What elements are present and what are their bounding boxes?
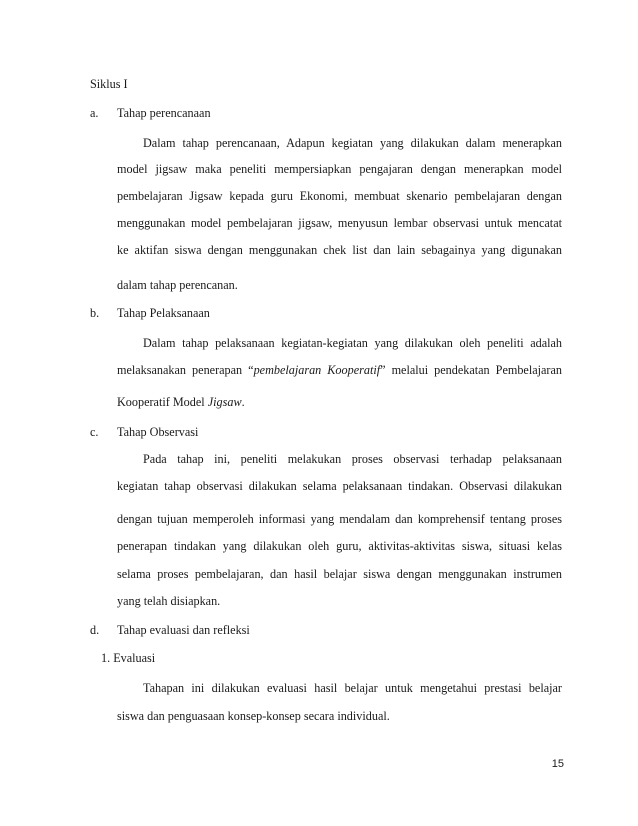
section-c-paragraph-line: dengan tujuan memperoleh informasi yang mendalam dan komprehensif tentang proses bbox=[117, 512, 562, 526]
section-c-paragraph-line: kegiatan tahap observasi dilakukan selama pelaksanaan tindakan. Observasi dilakukan bbox=[117, 479, 562, 493]
section-c-paragraph-line: selama proses pembelajaran, dan hasil belajar siswa dengan menggunakan instrumen bbox=[117, 567, 562, 581]
text-span: Kooperatif Model bbox=[117, 395, 208, 409]
section-a-heading: Tahap perencanaan bbox=[117, 106, 211, 120]
section-a-paragraph-line: pembelajaran Jigsaw kepada guru Ekonomi, membuat skenario pembelajaran dengan bbox=[117, 189, 562, 203]
section-c-heading: Tahap Observasi bbox=[117, 425, 199, 439]
section-d-marker: d. bbox=[90, 623, 100, 637]
page-number: 15 bbox=[551, 758, 564, 770]
section-b-marker: b. bbox=[90, 306, 100, 320]
subsection-paragraph-line: Tahapan ini dilakukan evaluasi hasil belajar untuk mengetahui prestasi belajar bbox=[143, 681, 562, 695]
section-a-paragraph-line: menggunakan model pembelajaran jigsaw, menyusun lembar observasi untuk mencatat bbox=[117, 216, 562, 230]
subsection-paragraph-line: siswa dan penguasaan konsep-konsep secara individual. bbox=[117, 709, 390, 723]
section-a-paragraph-line: model jigsaw maka peneliti mempersiapkan pengajaran dengan menerapkan model bbox=[117, 162, 562, 176]
section-d-heading: Tahap evaluasi dan refleksi bbox=[117, 623, 250, 637]
italic-term: Jigsaw bbox=[207, 395, 242, 409]
section-a-paragraph-line: ke aktifan siswa dengan menggunakan chek list dan lain sebagainya yang digunakan bbox=[117, 243, 562, 257]
section-c-paragraph-line: Pada tahap ini, peneliti melakukan proses observasi terhadap pelaksanaan bbox=[143, 452, 562, 466]
section-b-paragraph-line: Dalam tahap pelaksanaan kegiatan-kegiatan yang dilakukan oleh peneliti adalah bbox=[143, 336, 562, 350]
text-span: ” melalui pendekatan Pembelajaran bbox=[380, 363, 562, 377]
section-b-heading: Tahap Pelaksanaan bbox=[117, 306, 210, 320]
section-b-paragraph-line-mixed bbox=[117, 394, 562, 410]
section-c-marker: c. bbox=[90, 425, 99, 439]
text-span: melaksanakan penerapan “ bbox=[117, 363, 254, 377]
subsection-evaluasi-label: 1. Evaluasi bbox=[101, 651, 156, 665]
text-span: . bbox=[241, 395, 245, 409]
section-a-marker: a. bbox=[90, 106, 99, 120]
section-a-paragraph-line: Dalam tahap perencanaan, Adapun kegiatan yang dilakukan dalam menerapkan bbox=[143, 136, 562, 150]
section-c-paragraph-line: yang telah disiapkan. bbox=[117, 594, 221, 608]
section-b-paragraph-line-mixed bbox=[117, 362, 562, 378]
section-a-paragraph-line: dalam tahap perencanan. bbox=[117, 278, 238, 292]
section-c-paragraph-line: penerapan tindakan yang dilakukan oleh guru, aktivitas-aktivitas siswa, situasi kelas bbox=[117, 539, 562, 553]
page-title: Siklus I bbox=[90, 77, 128, 91]
italic-term: pembelajaran Kooperatif bbox=[253, 363, 381, 377]
